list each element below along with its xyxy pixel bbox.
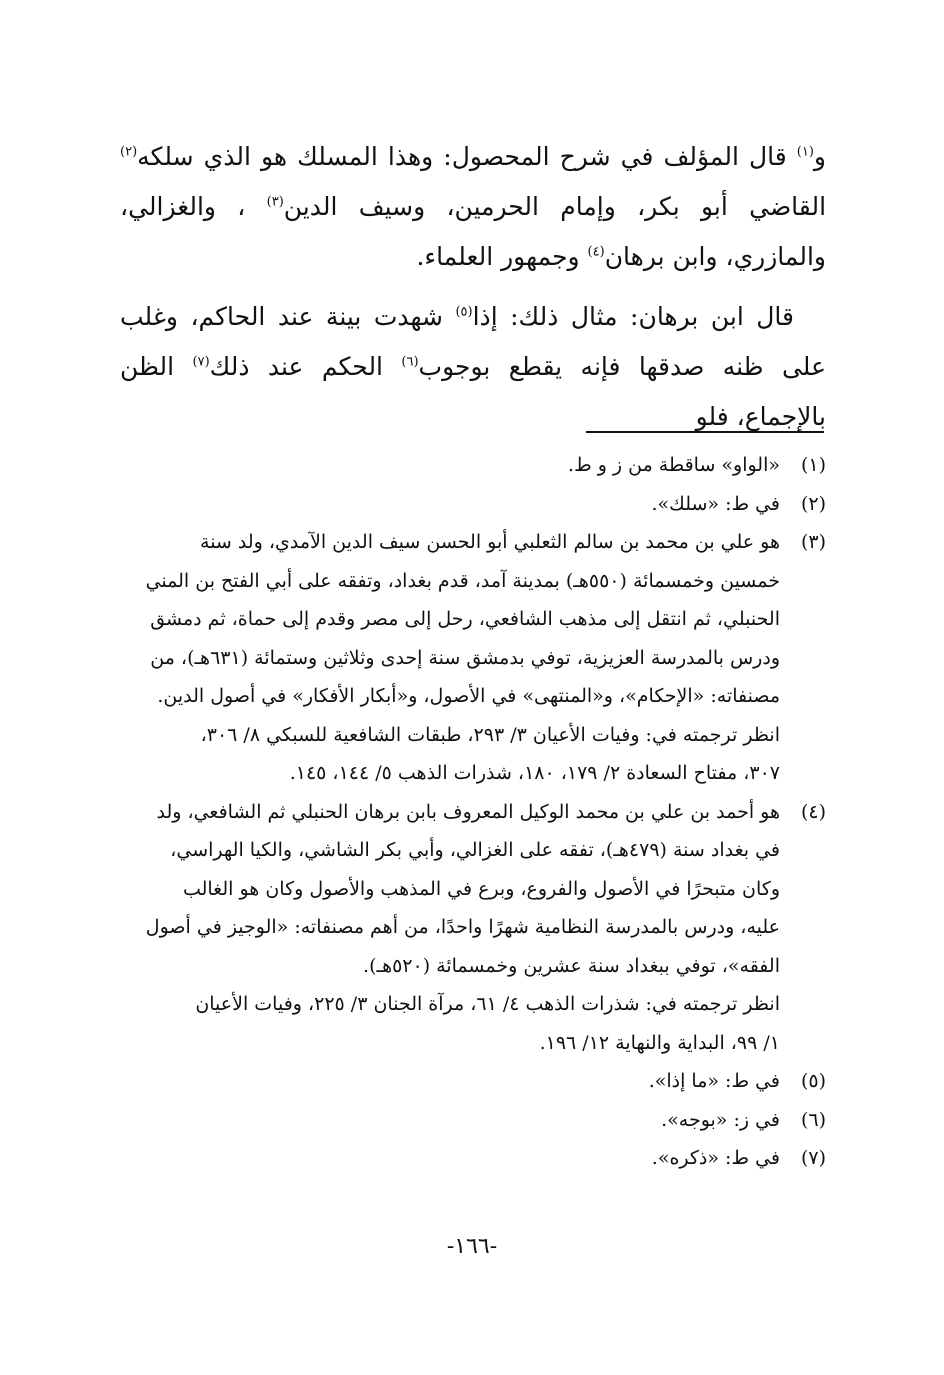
footnote-line: هو أحمد بن علي بن محمد الوكيل المعروف بابن برهان الحنبلي ثم الشافعي، ولد	[156, 800, 780, 823]
text-run: و	[813, 142, 826, 171]
footnote-line: «الواو» ساقطة من ز و ط.	[568, 454, 780, 476]
footnote-line: في ط: «ما إذا».	[648, 1070, 780, 1092]
text-run: ، والغزالي، والمازري، وابن برهان	[120, 192, 826, 271]
footnote-line: في ط: «ذكره».	[651, 1147, 780, 1169]
footnote-line: انظر ترجمته في: وفيات الأعيان ٣/ ٢٩٣، طبقات الشافعية للسبكي ٨/ ٣٠٦،	[200, 723, 780, 746]
footnote-marker: (٥)	[455, 304, 473, 320]
footnote-line: ودرس بالمدرسة العزيزية، توفي بدمشق سنة إحدى وثلاثين وستمائة (٦٣١هـ)، من	[150, 646, 780, 669]
footnote-number: (٣)	[800, 531, 826, 553]
paragraph-1	[120, 132, 826, 282]
footnote-line: في ز: «بوجه».	[661, 1108, 780, 1131]
footnote-marker: (١)	[796, 144, 814, 160]
footnote-4	[118, 793, 826, 1063]
footnote-number: (٦)	[800, 1108, 826, 1131]
footnote-6	[118, 1101, 826, 1140]
footnote-separator-rule	[586, 431, 824, 433]
footnote-line: ٣٠٧، مفتاح السعادة ٢/ ١٧٩، ١٨٠، شذرات الذهب ٥/ ١٤٤، ١٤٥.	[289, 762, 780, 784]
footnote-line: هو علي بن محمد بن سالم الثعلبي أبو الحسن سيف الدين الآمدي، ولد سنة	[200, 531, 780, 553]
footnote-line: خمسين وخمسمائة (٥٥٠هـ) بمدينة آمد، قدم بغداد، وتفقه على أبي الفتح بن المني	[145, 569, 780, 592]
footnote-number: (١)	[800, 454, 826, 476]
page-number: -١٦٦-	[446, 1234, 498, 1259]
footnote-number: (٧)	[800, 1147, 826, 1169]
text-run: شهدت بينة عند الحاكم، وغلب على ظنه صدقها فإنه يقطع بوجوب	[120, 302, 826, 381]
footnote-line: وكان متبحرًا في الأصول والفروع، وبرع في المذهب والأصول وكان هو الغالب	[182, 877, 780, 900]
footnote-number: (٥)	[800, 1070, 826, 1092]
footnote-marker: (٢)	[120, 144, 138, 160]
text-run: الحكم عند ذلك	[209, 352, 402, 381]
footnote-line: في ط: «سلك».	[651, 492, 780, 515]
footnote-5	[118, 1062, 826, 1101]
text-run: قال المؤلف في شرح المحصول: وهذا المسلك هو الذي سلكه	[137, 142, 797, 171]
text-run: القاضي أبو بكر، وإمام الحرمين، وسيف الدين	[283, 192, 827, 221]
footnote-7	[118, 1139, 826, 1178]
footnote-line: عليه، ودرس بالمدرسة النظامية شهرًا واحدًا، من أهم مصنفاته: «الوجيز في أصول	[145, 916, 780, 938]
footnote-3	[118, 523, 826, 793]
footnote-1	[118, 446, 826, 485]
footnote-2	[118, 485, 826, 524]
footnote-marker: (٦)	[401, 354, 419, 370]
footnote-line: مصنفاته: «الإحكام»، و«المنتهى» في الأصول، و«أبكار الأفكار» في أصول الدين.	[157, 685, 780, 707]
footnote-line: الحنبلي، ثم انتقل إلى مذهب الشافعي، رحل إلى مصر وقدم إلى حماة، ثم دمشق	[150, 608, 780, 630]
footnote-line: الفقه»، توفي ببغداد سنة عشرين وخمسمائة (٥٢٠هـ).	[363, 954, 780, 977]
paragraph-2	[120, 292, 826, 442]
footnote-marker: (٧)	[192, 354, 210, 370]
text-run: قال ابن برهان: مثال ذلك: إذا	[472, 302, 794, 331]
text-run: الظن بالإجماع، فلو	[120, 352, 826, 431]
text-run: وجمهور العلماء.	[416, 242, 588, 271]
footnote-marker: (٣)	[266, 194, 284, 210]
footnote-line: انظر ترجمته في: شذرات الذهب ٤/ ٦١، مرآة الجنان ٣/ ٢٢٥، وفيات الأعيان	[195, 993, 780, 1015]
footnotes	[118, 446, 826, 1178]
footnote-number: (٤)	[800, 800, 826, 823]
footnote-line: ١/ ٩٩، البداية والنهاية ١٢/ ١٩٦.	[539, 1031, 780, 1054]
footnote-number: (٢)	[800, 492, 826, 515]
footnote-marker: (٤)	[587, 244, 605, 260]
main-text	[120, 132, 826, 442]
footnote-line: في بغداد سنة (٤٧٩هـ)، تفقه على الغزالي، وأبي بكر الشاشي، والكيا الهراسي،	[170, 839, 780, 861]
